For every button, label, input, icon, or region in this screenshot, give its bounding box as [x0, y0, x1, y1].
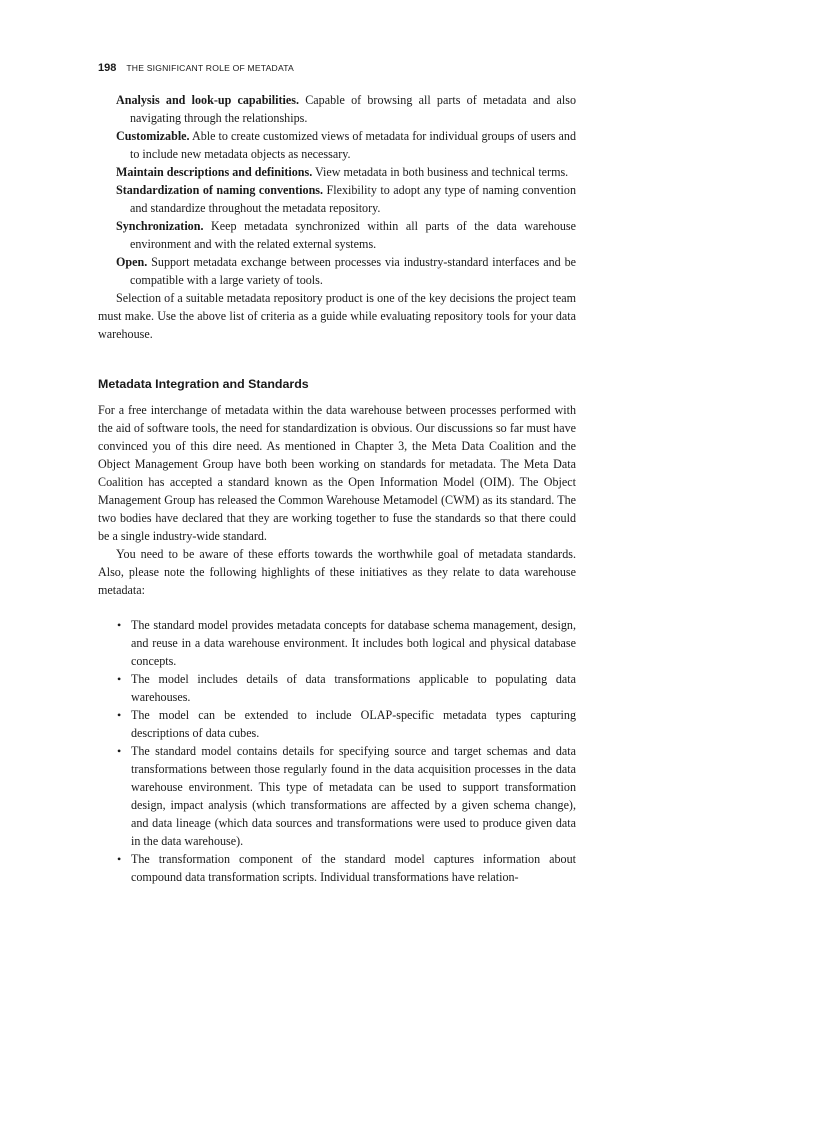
criteria-text: Able to create customized views of metadata for individual groups of users and to include new metadata objects as necessary.: [130, 129, 576, 161]
criteria-item: [98, 181, 576, 217]
running-header: [98, 62, 576, 74]
criteria-text: Keep metadata synchronized within all parts of the data warehouse environment and with the related external systems.: [130, 219, 576, 251]
criteria-item: [98, 163, 576, 181]
section-paragraph-1: For a free interchange of metadata within the data warehouse between processes performed with the aid of software tools, the need for standardization is obvious. Our discussions so far must have convinced you of this dire need. As mentioned in Chapter 3, the Meta Data Coalition and the Object Management Group have both been working on standards for metadata. The Meta Data Coalition has accepted a standard known as the Open Information Model (OIM). The Object Management Group has released the Common Warehouse Metamodel (CWM) as its standard. The two bodies have declared that they are working together to fuse the standards so that there could be a single industry-wide standard.: [98, 403, 576, 543]
list-item-text: The transformation component of the standard model captures information about compound data transformation scripts. Individual transformations have relation-: [131, 852, 576, 884]
highlights-list: [98, 616, 576, 886]
list-item: [98, 670, 576, 706]
section-paragraph-2: You need to be aware of these efforts towards the worthwhile goal of metadata standards. Also, please note the following highlights of these initiatives as they relate to data warehouse metadata:: [98, 547, 576, 597]
list-item-text: The model includes details of data transformations applicable to populating data warehouses.: [131, 672, 576, 704]
criteria-item: [98, 91, 576, 127]
section-heading: Metadata Integration and Standards: [98, 377, 309, 391]
list-item: [98, 706, 576, 742]
criteria-term: Analysis and look-up capabilities.: [116, 93, 299, 107]
bullet-icon: •: [117, 744, 122, 758]
list-item: [98, 616, 576, 670]
criteria-list: [98, 91, 576, 289]
running-title: THE SIGNIFICANT ROLE OF METADATA: [126, 63, 294, 73]
criteria-term: Standardization of naming conventions.: [116, 183, 324, 197]
list-item: [98, 742, 576, 850]
criteria-text: Flexibility to adopt any type of naming convention and standardize throughout the metadata repository.: [130, 183, 576, 215]
selection-paragraph: Selection of a suitable metadata repository product is one of the key decisions the project team must make. Use the above list of criteria as a guide while evaluating repository tools for your data warehouse.: [98, 291, 576, 341]
list-item-text: The standard model provides metadata concepts for database schema management, design, and reuse in a data warehouse environment. It includes both logical and physical database concepts.: [131, 618, 576, 668]
criteria-term: Customizable.: [116, 129, 190, 143]
bullet-icon: •: [117, 708, 122, 722]
criteria-text: Capable of browsing all parts of metadata and also navigating through the relationships.: [130, 93, 576, 125]
page: [98, 62, 576, 886]
criteria-item: [98, 217, 576, 253]
list-item: [98, 850, 576, 886]
criteria-term: Open.: [116, 255, 148, 269]
bullet-icon: •: [117, 852, 122, 866]
criteria-term: Synchronization.: [116, 219, 204, 233]
criteria-item: [98, 253, 576, 289]
page-number: 198: [98, 62, 117, 74]
bullet-icon: •: [117, 618, 122, 632]
criteria-term: Maintain descriptions and definitions.: [116, 165, 313, 179]
list-item-text: The standard model contains details for specifying source and target schemas and data transformations between those regularly found in the data acquisition processes in the data warehouse environment. This type of metadata can be used to support transformation design, impact analysis (which transformations are affected by a given schema change), and data lineage (which data sources and transformations were used to produce given data in the data warehouse).: [131, 744, 576, 848]
list-item-text: The model can be extended to include OLAP-specific metadata types capturing descriptions of data cubes.: [131, 708, 576, 740]
criteria-item: [98, 127, 576, 163]
criteria-text: Support metadata exchange between processes via industry-standard interfaces and be compatible with a large variety of tools.: [130, 255, 576, 287]
criteria-text: View metadata in both business and technical terms.: [312, 165, 569, 179]
bullet-icon: •: [117, 672, 122, 686]
